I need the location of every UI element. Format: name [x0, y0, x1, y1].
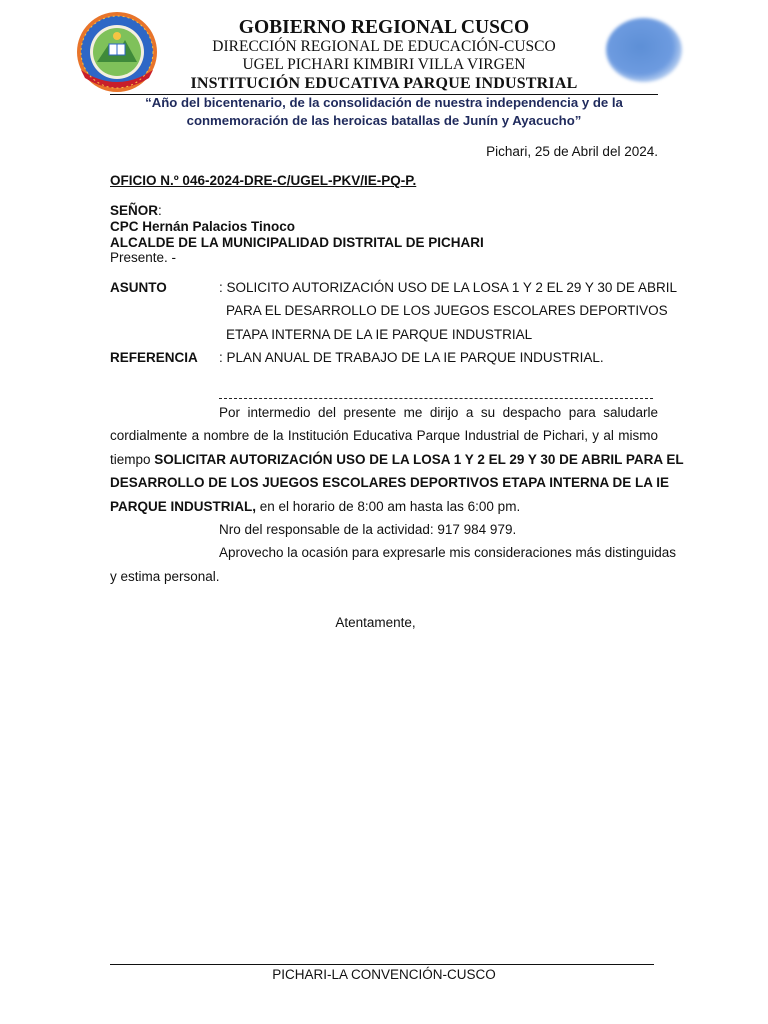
- body-line-2: cordialmente a nombre de la Institución Educativa Parque Industrial de Pichari, y al mismo: [110, 428, 658, 443]
- ugel-seal-logo-icon: [75, 10, 159, 94]
- body-line-3: [110, 452, 684, 468]
- motto-line-1: “Año del bicentenario, de la consolidación de nuestra independencia y de la: [145, 95, 623, 110]
- recipient-name: CPC Hernán Palacios Tinoco: [110, 219, 296, 234]
- header-ugel: UGEL PICHARI KIMBIRI VILLA VIRGEN: [242, 56, 526, 73]
- reference-label: REFERENCIA: [110, 350, 198, 365]
- body-line-4: DESARROLLO DE LOS JUEGOS ESCOLARES DEPORTIVOS ETAPA INTERNA DE LA IE: [110, 475, 670, 490]
- body-line-1: Por intermedio del presente me dirijo a su despacho para saludarle: [219, 405, 658, 420]
- salutation-colon: :: [158, 203, 162, 218]
- closing-line-1: Aprovecho la ocasión para expresarle mis consideraciones más distinguidas: [219, 545, 676, 560]
- header-institution: INSTITUCIÓN EDUCATIVA PARQUE INDUSTRIAL: [190, 75, 578, 92]
- footer-divider: [110, 964, 654, 965]
- reference-text: : PLAN ANUAL DE TRABAJO DE LA IE PARQUE INDUSTRIAL.: [219, 350, 604, 365]
- subject-label: ASUNTO: [110, 280, 167, 295]
- salutation-label: SEÑOR: [110, 203, 159, 218]
- sign-off: Atentamente,: [335, 615, 416, 630]
- subject-line-1: : SOLICITO AUTORIZACIÓN USO DE LA LOSA 1 Y 2 EL 29 Y 30 DE ABRIL: [219, 280, 677, 295]
- subject-line-2: PARA EL DESARROLLO DE LOS JUEGOS ESCOLARES DEPORTIVOS: [226, 303, 668, 318]
- body-line-3-plain: tiempo: [110, 452, 151, 467]
- header-government: GOBIERNO REGIONAL CUSCO: [238, 17, 530, 38]
- header-direction: DIRECCIÓN REGIONAL DE EDUCACIÓN-CUSCO: [212, 38, 556, 55]
- presente: Presente. -: [110, 250, 177, 265]
- phone-line: Nro del responsable de la actividad: 917 984 979.: [219, 522, 517, 537]
- reference-number: OFICIO N.º 046-2024-DRE-C/UGEL-PKV/IE-PQ-P.: [110, 173, 417, 188]
- body-line-5-bold: PARQUE INDUSTRIAL,: [110, 499, 257, 514]
- body-line-5-plain: en el horario de 8:00 am hasta las 6:00 pm.: [259, 499, 521, 514]
- recipient-title: ALCALDE DE LA MUNICIPALIDAD DISTRITAL DE PICHARI: [110, 235, 484, 250]
- body-line-3-bold: SOLICITAR AUTORIZACIÓN USO DE LA LOSA 1 Y 2 EL 29 Y 30 DE ABRIL PARA EL: [154, 452, 684, 467]
- closing-line-2: y estima personal.: [110, 569, 220, 584]
- footer-location: PICHARI-LA CONVENCIÓN-CUSCO: [272, 967, 496, 982]
- place-date: Pichari, 25 de Abril del 2024.: [486, 144, 658, 159]
- motto-line-2: conmemoración de las heroicas batallas de Junín y Ayacucho”: [186, 113, 582, 128]
- salutation: [110, 203, 162, 219]
- subject-line-3: ETAPA INTERNA DE LA IE PARQUE INDUSTRIAL: [226, 327, 533, 342]
- dashed-separator: [219, 390, 653, 399]
- body-line-5: [110, 499, 520, 515]
